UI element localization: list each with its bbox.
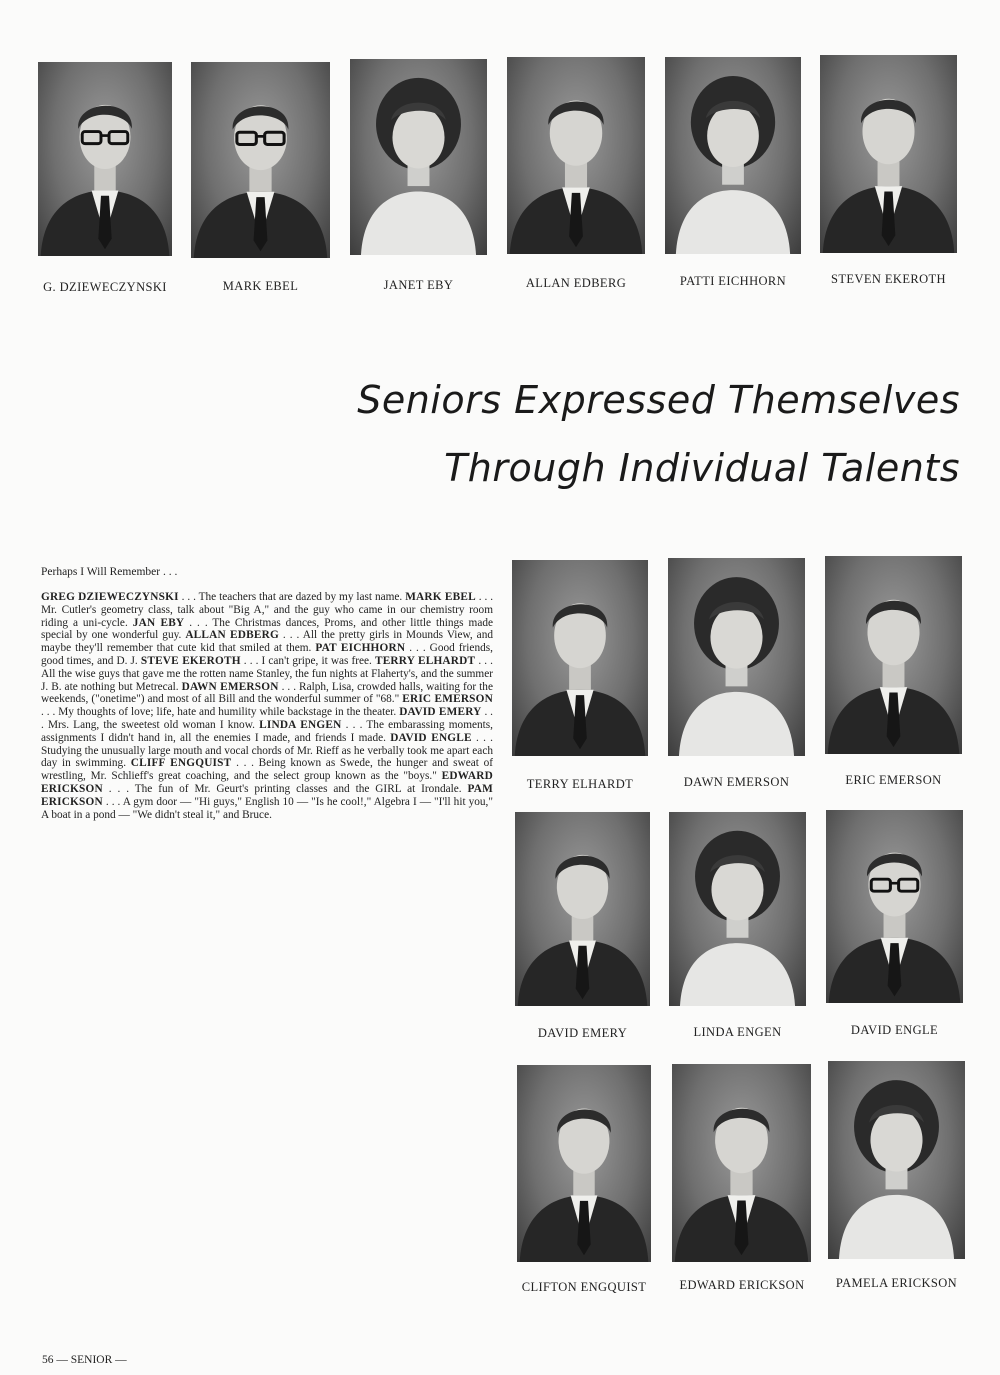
entry-name: ALLAN EDBERG xyxy=(185,629,279,642)
entry-text: . . . My thoughts of love; life, hate and humility while backstage in the theater. xyxy=(41,706,400,719)
entry-name: GREG DZIEWECZYNSKI xyxy=(41,591,179,603)
entry-text: . . . All the wise guys that gave me the rotten name Stanley, the fun nights at Flaherty's, and the summer J. B. ate nothing but Metrecal. xyxy=(41,654,493,693)
entry-text: . . . Ralph, Lisa, crowded halls, waiting for the weekends, ("onetime") and most of all Bill and the wonderful summer of "68." xyxy=(41,680,493,706)
portrait-caption: DAVID ENGLE xyxy=(850,1023,939,1037)
portrait-photo xyxy=(507,57,645,254)
entry-text: . . . Mr. Cutler's geometry class, talk about "Big A," and the guy who came in our chemistry room riding a uni-cycle. xyxy=(41,591,494,629)
page-headline-line2: Through Individual Talents xyxy=(444,446,960,490)
portrait-photo xyxy=(350,59,487,255)
entry-name: DAVID ENGLE xyxy=(390,731,472,744)
portrait-silhouette xyxy=(665,57,801,254)
entry-name: PAM ERICKSON xyxy=(41,782,493,808)
portrait-photo xyxy=(191,62,330,258)
entry-text: . . . Mrs. Lang, the sweetest old woman I know. xyxy=(41,706,494,731)
entry-name: EDWARD ERICKSON xyxy=(41,770,493,795)
portrait-silhouette xyxy=(820,55,957,253)
portrait-photo xyxy=(517,1065,651,1262)
entry-text: . . . All the pretty girls in Mounds View, and maybe they'll remember that cute kid that smiled at them. xyxy=(41,629,493,655)
portrait-silhouette xyxy=(668,558,805,756)
portrait-silhouette xyxy=(350,59,487,255)
portrait-silhouette xyxy=(191,62,330,258)
entry-text: . . . The Christmas dances, Proms, and other little things made special by one wonderful guy. xyxy=(41,616,494,642)
entry-name: CLIFF ENGQUIST xyxy=(130,757,232,770)
portrait-photo xyxy=(820,55,957,253)
portrait-caption: DAVID EMERY xyxy=(537,1026,628,1040)
entry-name: STEVE EKEROTH xyxy=(140,654,241,667)
entry-text: . . . Being known as Swede, the hunger and sweat of wrestling, Mr. Schlieff's great coaching, and the select group known as the "boys." xyxy=(41,757,493,783)
portrait-photo xyxy=(512,560,648,756)
entry-name: JAN EBY xyxy=(132,616,185,629)
portrait-photo xyxy=(668,558,805,756)
portrait-photo xyxy=(825,556,962,754)
entry-name: DAWN EMERSON xyxy=(181,680,279,693)
portrait-caption: ALLAN EDBERG xyxy=(525,276,627,290)
entry-name: LINDA ENGEN xyxy=(259,718,342,731)
entry-name: ERIC EMERSON xyxy=(402,693,494,706)
entry-name: DAVID EMERY xyxy=(399,706,482,719)
portrait-silhouette xyxy=(507,57,645,254)
entry-text: . . . The embarassing moments, assignments I didn't hand in, all the enemies I made, and friends I made. xyxy=(41,718,493,744)
portrait-silhouette xyxy=(517,1065,651,1262)
portrait-caption: JANET EBY xyxy=(383,278,454,292)
portrait-photo xyxy=(38,62,172,256)
portrait-photo xyxy=(828,1061,965,1259)
intro-text: Perhaps I Will Remember . . . xyxy=(41,566,178,578)
portrait-caption: MARK EBEL xyxy=(222,279,299,293)
portrait-caption: TERRY ELHARDT xyxy=(526,777,634,791)
entry-name: PAT EICHHORN xyxy=(315,642,406,655)
entry-name: MARK EBEL xyxy=(405,591,476,603)
portrait-caption: PATTI EICHHORN xyxy=(679,274,787,288)
entry-text: . . . The teachers that are dazed by my last name. xyxy=(178,591,406,603)
portrait-silhouette xyxy=(825,556,962,754)
portrait-silhouette xyxy=(669,812,806,1006)
portrait-photo xyxy=(669,812,806,1006)
portrait-caption: LINDA ENGEN xyxy=(693,1025,782,1039)
portrait-silhouette xyxy=(828,1061,965,1259)
portrait-photo xyxy=(665,57,801,254)
senior-memories-text xyxy=(41,591,493,821)
entry-text: . . . I can't gripe, it was free. xyxy=(240,654,375,667)
page-headline-line1: Seniors Expressed Themselves xyxy=(357,378,960,422)
entry-name: TERRY ELHARDT xyxy=(374,654,476,667)
page-number: 56 — SENIOR — xyxy=(42,1354,127,1366)
portrait-caption: ERIC EMERSON xyxy=(845,773,942,787)
portrait-photo xyxy=(826,810,963,1003)
portrait-caption: DAWN EMERSON xyxy=(683,775,790,789)
portrait-silhouette xyxy=(38,62,172,256)
portrait-photo xyxy=(672,1064,811,1262)
entry-text: . . . The fun of Mr. Geurt's printing classes and the GIRL at Irondale. xyxy=(102,782,468,795)
portrait-caption: EDWARD ERICKSON xyxy=(679,1278,805,1292)
entry-text: . . . A gym door — "Hi guys," English 10 — "Is he cool!," Algebra I — "I'll hit you," A boat in a pond — "We didn't steal it," and Bruce. xyxy=(41,795,493,821)
portrait-silhouette xyxy=(515,812,650,1006)
portrait-caption: CLIFTON ENGQUIST xyxy=(521,1280,647,1294)
entry-text: . . . Studying the unusually large mouth and vocal chords of Mr. Rieff as he verbally took me apart each day in swimming. xyxy=(41,731,493,770)
portrait-caption: STEVEN EKEROTH xyxy=(831,272,946,286)
portrait-caption: G. DZIEWECZYNSKI xyxy=(43,280,167,294)
portrait-silhouette xyxy=(512,560,648,756)
entry-text: . . . Good friends, good times, and D. J. xyxy=(41,642,493,667)
portrait-silhouette xyxy=(826,810,963,1003)
portrait-silhouette xyxy=(672,1064,811,1262)
portrait-photo xyxy=(515,812,650,1006)
portrait-caption: PAMELA ERICKSON xyxy=(835,1276,958,1290)
